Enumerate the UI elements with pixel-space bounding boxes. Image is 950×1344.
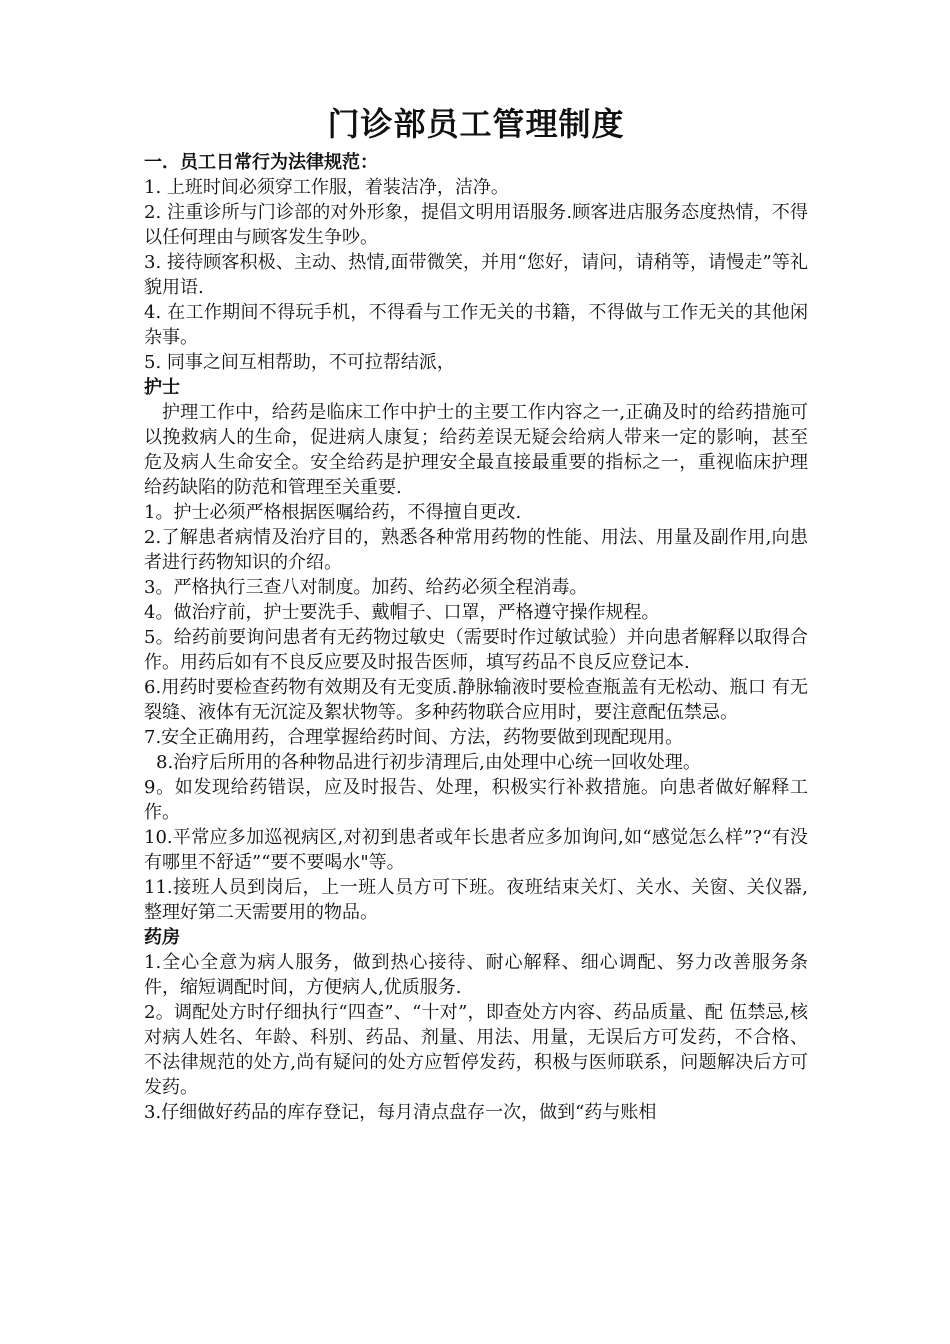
behavior-item-5: 5. 同事之间互相帮助，不可拉帮结派， xyxy=(144,352,455,373)
nurse-item-11: 11.接班人员到岗后，上一班人员方可下班。夜班结束关灯、关水、关窗、关仪器,整理好第二天需要用的物品。 xyxy=(144,877,808,923)
behavior-item-4: 4. 在工作期间不得玩手机，不得看与工作无关的书籍，不得做与工作无关的其他闲杂事。 xyxy=(144,302,808,348)
nurse-item-4: 4。做治疗前，护士要洗手、戴帽子、口罩，严格遵守操作规程。 xyxy=(144,602,660,623)
pharmacy-item-1: 1.全心全意为病人服务，做到热心接待、耐心解释、细心调配、努力改善服务条件，缩短调配时间，方便病人,优质服务. xyxy=(144,952,808,998)
nurse-item-6: 6.用药时要检查药物有效期及有无变质.静脉输液时要检查瓶盖有无松动、瓶口 有无裂缝、液体有无沉淀及絮状物等。多种药物联合应用时，要注意配伍禁忌。 xyxy=(144,677,808,723)
nurse-item-8: 8.治疗后所用的各种物品进行初步清理后,由处理中心统一回收处理。 xyxy=(156,752,701,773)
behavior-item-2: 2. 注重诊所与门诊部的对外形象，提倡文明用语服务.顾客进店服务态度热情，不得以任何理由与顾客发生争吵。 xyxy=(144,202,808,248)
pharmacy-item-2: 2。调配处方时仔细执行“四查”、“十对”，即查处方内容、药品质量、配 伍禁忌,核对病人姓名、年龄、科别、药品、剂量、用法、用量，无误后方可发药，不合格、不法律规范的处方,尚有疑问的处方应暂停发药，积极与医师联系，问题解决后方可发药。 xyxy=(144,1002,808,1098)
nurse-intro: 护理工作中，给药是临床工作中护士的主要工作内容之一,正确及时的给药措施可以挽救病人的生命，促进病人康复；给药差误无疑会给病人带来一定的影响，甚至危及病人生命安全。安全给药是护理安全最直接最重要的指标之一，重视临床护理给药缺陷的防范和管理至关重要. xyxy=(144,402,808,498)
section-heading-pharmacy: 药房 xyxy=(144,927,180,948)
nurse-item-3: 3。严格执行三查八对制度。加药、给药必须全程消毒。 xyxy=(144,577,588,598)
behavior-item-3: 3. 接待顾客积极、主动、热情,面带微笑，并用“您好，请问，请稍等，请慢走”等礼貌用语. xyxy=(144,252,808,298)
nurse-item-9: 9。如发现给药错误，应及时报告、处理，积极实行补救措施。向患者做好解释工作。 xyxy=(144,777,808,823)
nurse-item-7: 7.安全正确用药，合理掌握给药时间、方法，药物要做到现配现用。 xyxy=(144,727,684,748)
pharmacy-item-3: 3.仔细做好药品的库存登记，每月清点盘存一次，做到“药与账相 xyxy=(144,1102,657,1123)
behavior-item-1: 1. 上班时间必须穿工作服，着装洁净，洁净。 xyxy=(144,177,509,198)
section-heading-nurse: 护士 xyxy=(144,377,180,398)
section-heading-behavior: 一．员工日常行为法律规范： xyxy=(144,152,378,173)
nurse-item-1: 1。护士必须严格根据医嘱给药，不得擅自更改. xyxy=(144,502,522,523)
nurse-item-2: 2.了解患者病情及治疗目的，熟悉各种常用药物的性能、用法、用量及副作用,向患者进行药物知识的介绍。 xyxy=(144,527,808,573)
nurse-item-5: 5。给药前要询问患者有无药物过敏史（需要时作过敏试验）并向患者解释以取得合作。用药后如有不良反应要及时报告医师，填写药品不良反应登记本. xyxy=(144,627,808,673)
nurse-item-10: 10.平常应多加巡视病区,对初到患者或年长患者应多加询问,如“感觉怎么样”?“有没有哪里不舒适”“要不要喝水"等。 xyxy=(144,827,808,873)
document-page xyxy=(144,100,808,1125)
document-title: 门诊部员工管理制度 xyxy=(327,105,625,143)
